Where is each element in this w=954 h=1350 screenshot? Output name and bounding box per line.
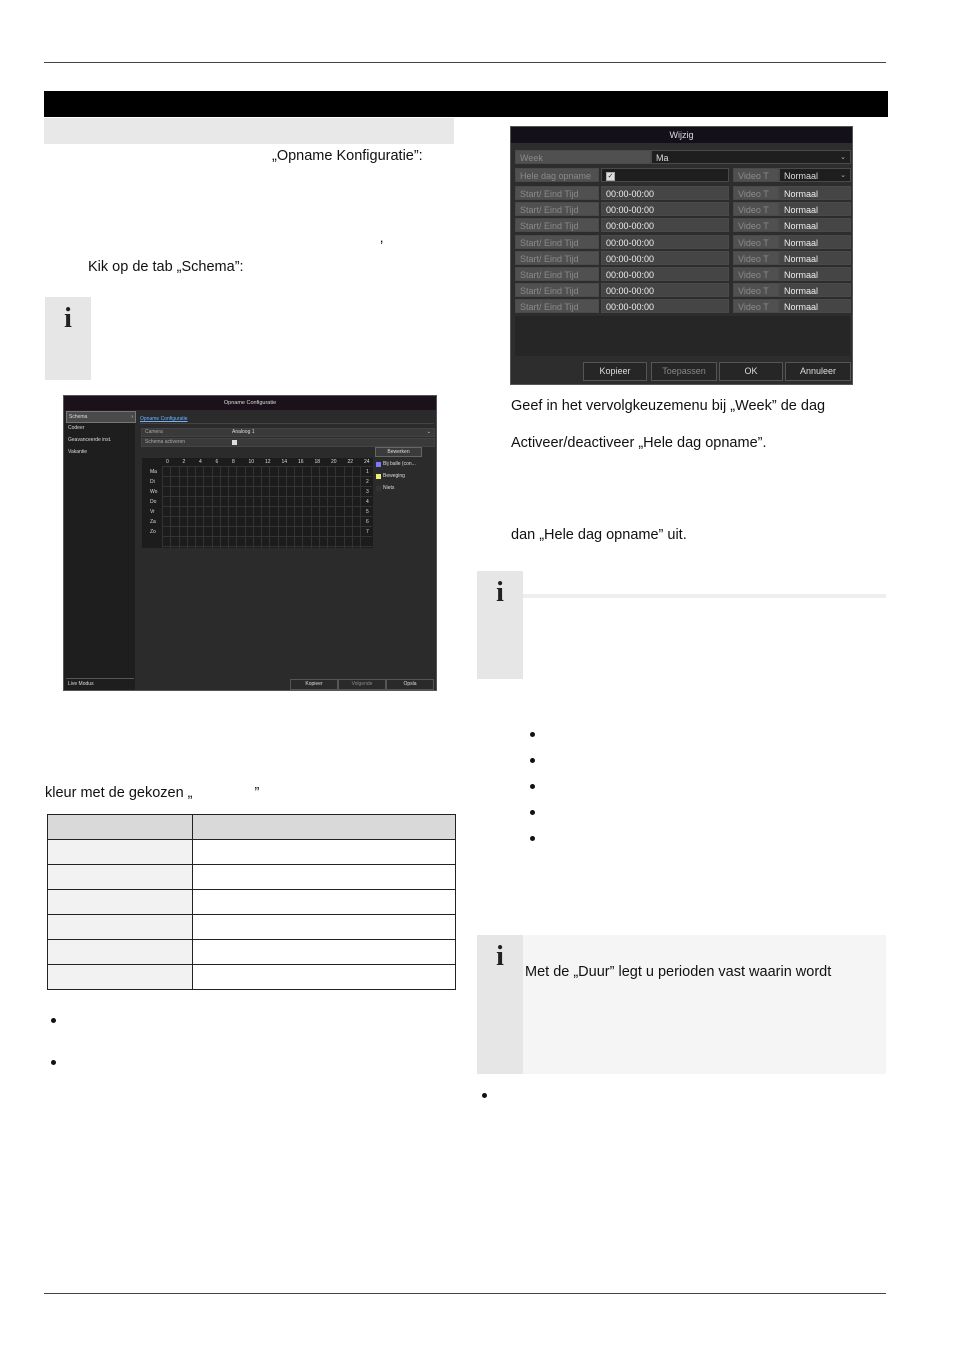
day-label: Vr [150,509,155,515]
info-icon: i [45,297,91,380]
hour-label: 10 [248,459,255,465]
hour-label: 18 [314,459,321,465]
hour-label: 20 [331,459,337,465]
time-range-field[interactable]: 00:00-00:00 [601,299,729,313]
video-type-row-value[interactable]: Normaal [779,251,851,265]
video-type-row-label: Video T [733,218,779,232]
sidebar-live-mode[interactable]: Live Modus [66,678,134,689]
video-type-select[interactable]: Normaal ⌄ [779,168,851,182]
dialog-title: Wijzig [511,127,852,143]
video-type-row-label: Video T [733,267,779,281]
video-type-row-value[interactable]: Normaal [779,202,851,216]
allday-checkbox-field[interactable] [601,168,729,182]
table-header-cell [193,815,456,840]
time-row-label: Start/ Eind Tijd [515,267,599,281]
day-number: 6 [366,519,369,525]
time-range-field[interactable]: 00:00-00:00 [601,267,729,281]
table-header-row [48,815,456,840]
video-type-row-value[interactable]: Normaal [779,299,851,313]
kik-tab-text: Kik op de tab „Schema”: [88,259,244,275]
hour-label: 8 [232,459,235,465]
time-row-label: Start/ Eind Tijd [515,218,599,232]
section-header-bar [44,91,888,117]
day-label: Za [150,519,156,525]
day-number: 7 [366,529,369,535]
edit-dialog-screenshot [510,126,853,385]
table-row [48,865,456,890]
allday-label: Hele dag opname [515,168,599,182]
bullet [51,1018,56,1023]
hour-label: 2 [182,459,186,465]
info-panel [523,935,886,1074]
ok-button[interactable]: OK [719,362,783,381]
dan-text: dan „Hele dag opname” uit. [511,527,687,543]
tab-opname-configuratie[interactable]: Opname Configuratie [140,416,188,422]
kleur-text: kleur met de gekozen „ ” [45,785,260,801]
apply-button[interactable]: Toepassen [651,362,717,381]
bullet [530,836,535,841]
legend-swatch-none [376,486,381,491]
time-row-label: Start/ Eind Tijd [515,202,599,216]
main-panel [137,410,437,690]
time-range-field[interactable]: 00:00-00:00 [601,186,729,200]
bullet [530,810,535,815]
video-type-row-label: Video T [733,283,779,297]
hour-label: 4 [199,459,202,465]
day-number: 2 [366,479,369,485]
hour-label: 6 [215,459,219,465]
camera-label: Camera [145,429,163,435]
day-label: Ma [150,469,157,475]
camera-value: Analoog 1 [232,429,255,435]
sidebar-item-codeer[interactable]: Codeer [68,425,85,431]
chevron-down-icon: ⌄ [426,429,431,435]
table-row [48,940,456,965]
hour-label: 0 [166,459,169,465]
cancel-button[interactable]: Annuleer [785,362,851,381]
time-range-field[interactable]: 00:00-00:00 [601,218,729,232]
bullet [530,758,535,763]
window-title: Opname Configuratie [64,396,436,410]
hour-label: 24 [364,459,370,465]
week-select[interactable]: Ma ⌄ [651,150,851,164]
activeer-text: Activeer/deactiveer „Hele dag opname”. [511,435,767,451]
legend-swatch-motion [376,474,381,479]
schedule-grid[interactable] [142,458,373,548]
schedule-window-screenshot [63,395,437,691]
video-type-row-label: Video T [733,251,779,265]
sidebar-item-schema[interactable]: Schema › [66,411,136,423]
table-row [48,890,456,915]
geef-text: Geef in het vervolgkeuzemenu bij „Week” de dag [511,398,826,414]
video-type-label: Video T [733,168,779,182]
stray-comma: ‚ [380,230,384,246]
camera-row[interactable] [141,428,435,437]
video-type-row-label: Video T [733,202,779,216]
table-row [48,840,456,865]
day-label: Do [150,499,157,505]
bullet [530,732,535,737]
schedule-enable-checkbox[interactable] [232,440,237,445]
day-number: 1 [366,469,369,475]
info-panel-line [523,594,886,598]
video-type-row-label: Video T [733,235,779,249]
video-type-row-value[interactable]: Normaal [779,218,851,232]
sidebar-item-vakantie[interactable]: Vakantie [68,449,88,455]
legend-label-motion: Beweging [383,473,405,479]
bullet [482,1093,487,1098]
allday-checkbox[interactable]: ✓ [607,173,614,180]
sidebar-item-geavanceerd[interactable]: Geavanceerde inst. [68,437,112,443]
time-range-field[interactable]: 00:00-00:00 [601,251,729,265]
opname-konfiguratie-text: „Opname Konfiguratie”: [272,148,423,164]
table-row [48,965,456,990]
hour-label: 14 [281,459,288,465]
subsection-header-bar [44,118,454,144]
next-button[interactable]: Volgende [338,679,386,690]
chevron-down-icon: ⌄ [840,172,846,179]
table-header-cell [48,815,193,840]
edit-button[interactable]: Bewerken [375,447,422,457]
time-row-label: Start/ Eind Tijd [515,299,599,313]
week-label: Week [515,150,651,164]
chevron-down-icon: ⌄ [840,154,846,161]
sidebar [64,410,135,690]
day-number: 3 [366,489,369,495]
video-type-row-label: Video T [733,299,779,313]
legend-label-continuous: Bij balle (con... [383,461,416,467]
legend-swatch-continuous [376,462,381,467]
copy-button[interactable]: Kopieer [290,679,338,690]
table-row [48,915,456,940]
schedule-enable-label: Schema activeren [145,439,186,445]
day-number: 4 [366,499,369,505]
time-row-label: Start/ Eind Tijd [515,186,599,200]
video-type-row-label: Video T [733,186,779,200]
info-duur-text: Met de „Duur” legt u perioden vast waarin wordt [525,964,832,980]
header-rule [44,62,886,63]
day-label: Wo [150,489,158,495]
hour-label: 12 [265,459,271,465]
copy-button[interactable]: Kopieer [583,362,647,381]
time-row-label: Start/ Eind Tijd [515,235,599,249]
color-table [47,814,456,990]
hour-label: 22 [347,459,354,465]
time-range-field[interactable]: 00:00-00:00 [601,283,729,297]
video-type-row-value[interactable]: Normaal [779,267,851,281]
bullet [530,784,535,789]
day-label: Zo [150,529,156,535]
info-icon: i [477,935,523,1074]
legend-label-none: Niets [383,485,395,491]
info-icon: i [477,571,523,679]
save-button[interactable]: Opsla [386,679,434,690]
time-row-label: Start/ Eind Tijd [515,283,599,297]
time-range-field[interactable]: 00:00-00:00 [601,235,729,249]
video-type-row-value[interactable]: Normaal [779,283,851,297]
day-label: Di [150,479,155,485]
bullet [51,1060,56,1065]
video-type-row-value[interactable]: Normaal [779,186,851,200]
hour-label: 16 [298,459,304,465]
video-type-row-value[interactable]: Normaal [779,235,851,249]
time-range-field[interactable]: 00:00-00:00 [601,202,729,216]
schedule-enable-row[interactable] [141,438,435,447]
footer-rule [44,1293,886,1294]
day-number: 5 [366,509,369,515]
time-row-label: Start/ Eind Tijd [515,251,599,265]
